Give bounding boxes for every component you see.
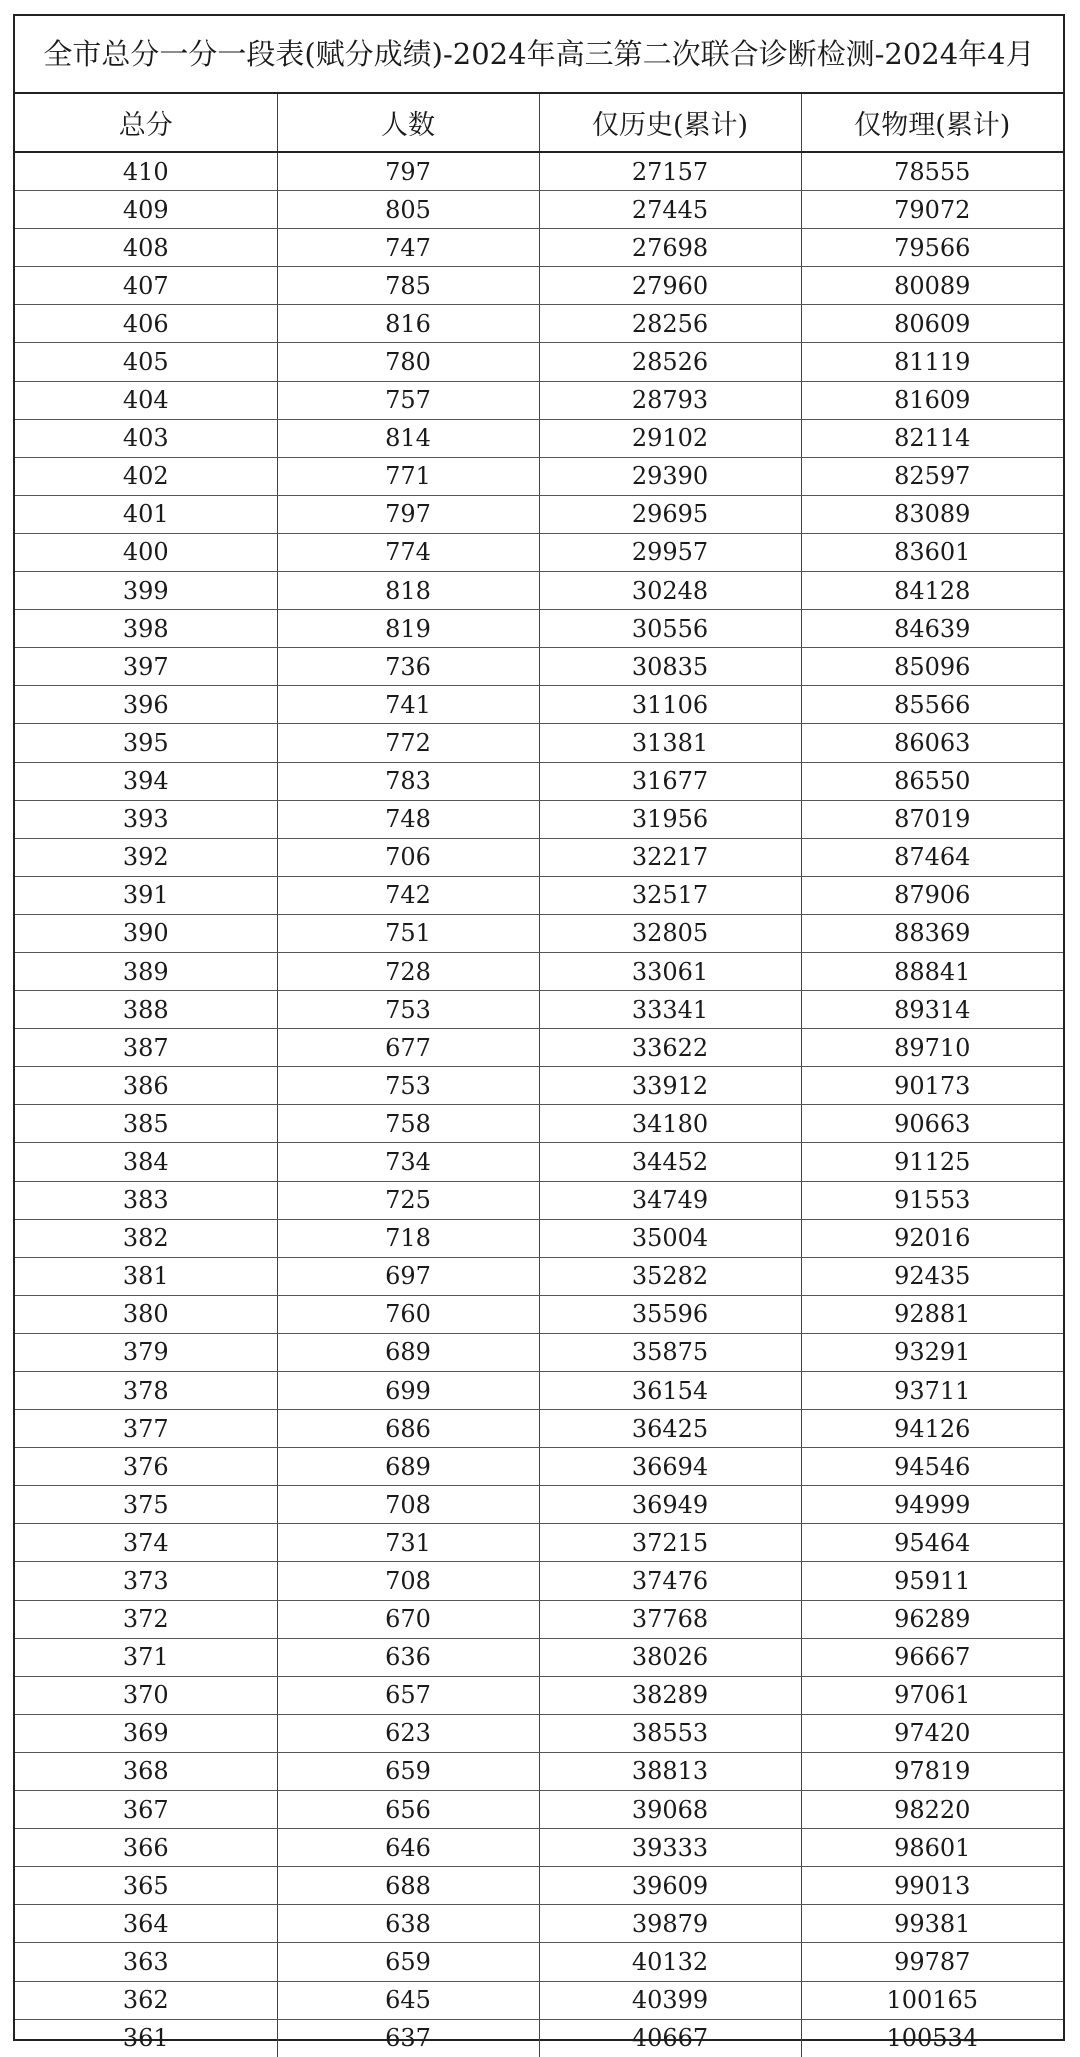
cell-count: 760 bbox=[277, 1295, 539, 1333]
cell-count: 728 bbox=[277, 952, 539, 990]
cell-history-cumulative: 37768 bbox=[539, 1600, 801, 1638]
cell-history-cumulative: 33061 bbox=[539, 952, 801, 990]
cell-total-score: 381 bbox=[15, 1257, 277, 1295]
cell-total-score: 391 bbox=[15, 876, 277, 914]
cell-physics-cumulative: 87464 bbox=[801, 838, 1063, 876]
cell-total-score: 407 bbox=[15, 267, 277, 305]
header-physics-cumulative: 仅物理(累计) bbox=[801, 94, 1063, 152]
cell-total-score: 361 bbox=[122, 2024, 169, 2053]
cell-physics-cumulative: 97420 bbox=[801, 1714, 1063, 1752]
table-row bbox=[15, 1867, 1063, 1905]
cell-total-score: 380 bbox=[15, 1295, 277, 1333]
cell-count: 785 bbox=[277, 267, 539, 305]
cell-physics-cumulative: 89314 bbox=[801, 991, 1063, 1029]
cell-total-score: 404 bbox=[15, 381, 277, 419]
header-total-score: 总分 bbox=[15, 94, 277, 152]
header-history-cumulative: 仅历史(累计) bbox=[539, 94, 801, 152]
cell-history-cumulative: 36694 bbox=[539, 1448, 801, 1486]
cell-history-cumulative: 31956 bbox=[539, 800, 801, 838]
cell-count: 636 bbox=[277, 1638, 539, 1676]
cell-count: 708 bbox=[277, 1486, 539, 1524]
cell-count: 734 bbox=[277, 1143, 539, 1181]
cell-history-cumulative: 31381 bbox=[539, 724, 801, 762]
cell-history-cumulative: 32517 bbox=[539, 876, 801, 914]
table-row bbox=[15, 1981, 1063, 2019]
table-row bbox=[15, 1829, 1063, 1867]
table-row bbox=[15, 457, 1063, 495]
table-row bbox=[15, 724, 1063, 762]
cell-count: 699 bbox=[277, 1372, 539, 1410]
cell-physics-cumulative: 99013 bbox=[801, 1867, 1063, 1905]
cell-count: 659 bbox=[277, 1752, 539, 1790]
cell-count: 818 bbox=[277, 572, 539, 610]
cell-physics-cumulative: 99381 bbox=[801, 1905, 1063, 1943]
cell-count: 805 bbox=[277, 191, 539, 229]
cell-physics-cumulative: 88369 bbox=[801, 914, 1063, 952]
cell-history-cumulative: 38026 bbox=[539, 1638, 801, 1676]
cell-count: 797 bbox=[277, 152, 539, 191]
cell-history-cumulative: 36425 bbox=[539, 1410, 801, 1448]
cell-history-cumulative: 35282 bbox=[539, 1257, 801, 1295]
cell-count: 645 bbox=[277, 1981, 539, 2019]
cell-total-score: 401 bbox=[15, 495, 277, 533]
cell-count: 757 bbox=[277, 381, 539, 419]
table-row bbox=[15, 495, 1063, 533]
cell-physics-cumulative: 80089 bbox=[801, 267, 1063, 305]
cell-total-score: 372 bbox=[15, 1600, 277, 1638]
cell-history-cumulative: 38553 bbox=[539, 1714, 801, 1752]
table-row bbox=[15, 1524, 1063, 1562]
table-row bbox=[15, 381, 1063, 419]
table-row bbox=[15, 1486, 1063, 1524]
cell-total-score: 390 bbox=[15, 914, 277, 952]
cell-total-score: 378 bbox=[15, 1372, 277, 1410]
cell-history-cumulative: 35875 bbox=[539, 1333, 801, 1371]
cell-physics-cumulative: 85096 bbox=[801, 648, 1063, 686]
table-row bbox=[15, 2019, 1063, 2057]
cell-physics-cumulative: 78555 bbox=[801, 152, 1063, 191]
cell-history-cumulative: 35596 bbox=[539, 1295, 801, 1333]
cell-count: 758 bbox=[277, 1105, 539, 1143]
cell-history-cumulative: 39068 bbox=[539, 1791, 801, 1829]
table-row bbox=[15, 1143, 1063, 1181]
cell-physics-cumulative: 83601 bbox=[801, 533, 1063, 571]
cell-physics-cumulative: 88841 bbox=[801, 952, 1063, 990]
cell-history-cumulative: 34452 bbox=[539, 1143, 801, 1181]
table-row bbox=[15, 914, 1063, 952]
cell-history-cumulative: 30248 bbox=[539, 572, 801, 610]
cell-total-score: 396 bbox=[15, 686, 277, 724]
cell-count: 748 bbox=[277, 800, 539, 838]
table-row bbox=[15, 1372, 1063, 1410]
cell-count: 697 bbox=[277, 1257, 539, 1295]
table-row bbox=[15, 1219, 1063, 1257]
table-row bbox=[15, 1333, 1063, 1371]
cell-total-score: 386 bbox=[15, 1067, 277, 1105]
cell-history-cumulative: 29695 bbox=[539, 495, 801, 533]
cell-total-score: 387 bbox=[15, 1029, 277, 1067]
table-row bbox=[15, 838, 1063, 876]
cell-physics-cumulative: 82597 bbox=[801, 457, 1063, 495]
cell-history-cumulative: 38289 bbox=[539, 1676, 801, 1714]
cell-history-cumulative: 32805 bbox=[539, 914, 801, 952]
table-row bbox=[15, 152, 1063, 191]
cell-count: 819 bbox=[277, 610, 539, 648]
table-row bbox=[15, 1905, 1063, 1943]
table-row bbox=[15, 876, 1063, 914]
table-row bbox=[15, 229, 1063, 267]
cell-total-score: 384 bbox=[15, 1143, 277, 1181]
cell-total-score: 370 bbox=[15, 1676, 277, 1714]
cell-physics-cumulative: 99787 bbox=[801, 1943, 1063, 1981]
cell-history-cumulative: 33912 bbox=[539, 1067, 801, 1105]
cell-physics-cumulative: 81119 bbox=[801, 343, 1063, 381]
cell-total-score: 364 bbox=[15, 1905, 277, 1943]
cell-count: 670 bbox=[277, 1600, 539, 1638]
table-row bbox=[15, 267, 1063, 305]
table-row bbox=[15, 305, 1063, 343]
cell-history-cumulative: 30835 bbox=[539, 648, 801, 686]
cell-count: 656 bbox=[277, 1791, 539, 1829]
cell-total-score: 377 bbox=[15, 1410, 277, 1448]
cell-total-score: 408 bbox=[15, 229, 277, 267]
score-table bbox=[15, 94, 1063, 2057]
cell-history-cumulative: 36949 bbox=[539, 1486, 801, 1524]
cell-physics-cumulative: 79566 bbox=[801, 229, 1063, 267]
cell-total-score: 382 bbox=[15, 1219, 277, 1257]
cell-physics-cumulative: 83089 bbox=[801, 495, 1063, 533]
cell-physics-cumulative: 94999 bbox=[801, 1486, 1063, 1524]
cell-physics-cumulative: 91125 bbox=[801, 1143, 1063, 1181]
cell-count: 816 bbox=[277, 305, 539, 343]
cell-history-cumulative: 34749 bbox=[539, 1181, 801, 1219]
cell-history-cumulative: 27157 bbox=[539, 152, 801, 191]
cell-history-cumulative: 31106 bbox=[539, 686, 801, 724]
cell-total-score: 376 bbox=[15, 1448, 277, 1486]
cell-total-score: 402 bbox=[15, 457, 277, 495]
cell-count: 708 bbox=[277, 1562, 539, 1600]
table-row bbox=[15, 686, 1063, 724]
table-row bbox=[15, 1752, 1063, 1790]
cell-total-score: 368 bbox=[15, 1752, 277, 1790]
table-row bbox=[15, 648, 1063, 686]
table-row bbox=[15, 952, 1063, 990]
header-count: 人数 bbox=[277, 94, 539, 152]
cell-count: 638 bbox=[277, 1905, 539, 1943]
cell-history-cumulative: 40667 bbox=[539, 2019, 801, 2057]
cell-physics-cumulative: 84639 bbox=[801, 610, 1063, 648]
cell-history-cumulative: 30556 bbox=[539, 610, 801, 648]
cell-physics-cumulative: 92881 bbox=[801, 1295, 1063, 1333]
cell-count: 646 bbox=[277, 1829, 539, 1867]
cell-total-score: 371 bbox=[15, 1638, 277, 1676]
cell-history-cumulative: 40132 bbox=[539, 1943, 801, 1981]
cell-total-score: 395 bbox=[15, 724, 277, 762]
table-row bbox=[15, 533, 1063, 571]
cell-physics-cumulative: 91553 bbox=[801, 1181, 1063, 1219]
cell-total-score: 388 bbox=[15, 991, 277, 1029]
cell-history-cumulative: 29102 bbox=[539, 419, 801, 457]
cell-history-cumulative: 37215 bbox=[539, 1524, 801, 1562]
cell-count: 686 bbox=[277, 1410, 539, 1448]
cell-history-cumulative: 37476 bbox=[539, 1562, 801, 1600]
cell-history-cumulative: 29957 bbox=[539, 533, 801, 571]
header-row bbox=[15, 94, 1063, 152]
cell-total-score: 389 bbox=[15, 952, 277, 990]
cell-history-cumulative: 36154 bbox=[539, 1372, 801, 1410]
cell-physics-cumulative: 100165 bbox=[801, 1981, 1063, 2019]
table-row bbox=[15, 1257, 1063, 1295]
cell-history-cumulative: 29390 bbox=[539, 457, 801, 495]
cell-history-cumulative: 39333 bbox=[539, 1829, 801, 1867]
cell-count: 657 bbox=[277, 1676, 539, 1714]
cell-count: 659 bbox=[277, 1943, 539, 1981]
cell-total-score: 392 bbox=[15, 838, 277, 876]
cell-history-cumulative: 27698 bbox=[539, 229, 801, 267]
cell-count: 797 bbox=[277, 495, 539, 533]
table-row bbox=[15, 191, 1063, 229]
cell-count: 771 bbox=[277, 457, 539, 495]
table-row bbox=[15, 1676, 1063, 1714]
table-row bbox=[15, 1105, 1063, 1143]
cell-count: 725 bbox=[277, 1181, 539, 1219]
table-row bbox=[15, 1410, 1063, 1448]
cell-total-score: 366 bbox=[15, 1829, 277, 1867]
cell-count: 814 bbox=[277, 419, 539, 457]
cell-total-score: 399 bbox=[15, 572, 277, 610]
cell-history-cumulative: 34180 bbox=[539, 1105, 801, 1143]
cell-total-score: 367 bbox=[15, 1791, 277, 1829]
cell-total-score: 410 bbox=[15, 152, 277, 191]
cell-physics-cumulative: 96289 bbox=[801, 1600, 1063, 1638]
cell-history-cumulative: 33622 bbox=[539, 1029, 801, 1067]
cell-history-cumulative: 32217 bbox=[539, 838, 801, 876]
cell-history-cumulative: 40399 bbox=[539, 1981, 801, 2019]
cell-physics-cumulative: 86063 bbox=[801, 724, 1063, 762]
cell-physics-cumulative: 93711 bbox=[801, 1372, 1063, 1410]
cell-count: 753 bbox=[277, 991, 539, 1029]
table-row bbox=[15, 800, 1063, 838]
cell-total-score: 385 bbox=[15, 1105, 277, 1143]
cell-count: 718 bbox=[277, 1219, 539, 1257]
table-row bbox=[15, 762, 1063, 800]
cell-physics-cumulative: 96667 bbox=[801, 1638, 1063, 1676]
table-title: 全市总分一分一段表(赋分成绩)-2024年高三第二次联合诊断检测-2024年4月 bbox=[15, 16, 1063, 94]
cell-count: 741 bbox=[277, 686, 539, 724]
cell-history-cumulative: 39879 bbox=[539, 1905, 801, 1943]
cell-physics-cumulative: 98601 bbox=[801, 1829, 1063, 1867]
cell-physics-cumulative: 100534 bbox=[801, 2019, 1063, 2057]
cell-count: 774 bbox=[277, 533, 539, 571]
cell-count: 736 bbox=[277, 648, 539, 686]
cell-history-cumulative: 28256 bbox=[539, 305, 801, 343]
table-row bbox=[15, 572, 1063, 610]
cell-total-score: 409 bbox=[15, 191, 277, 229]
cell-history-cumulative: 31677 bbox=[539, 762, 801, 800]
cell-physics-cumulative: 82114 bbox=[801, 419, 1063, 457]
table-row bbox=[15, 1067, 1063, 1105]
cell-count: 772 bbox=[277, 724, 539, 762]
cell-physics-cumulative: 81609 bbox=[801, 381, 1063, 419]
table-row bbox=[15, 1295, 1063, 1333]
cell-history-cumulative: 27445 bbox=[539, 191, 801, 229]
cell-physics-cumulative: 98220 bbox=[801, 1791, 1063, 1829]
cell-count: 742 bbox=[277, 876, 539, 914]
cell-history-cumulative: 28526 bbox=[539, 343, 801, 381]
cell-total-score: 397 bbox=[15, 648, 277, 686]
cell-total-score: 375 bbox=[15, 1486, 277, 1524]
cell-total-score: 365 bbox=[15, 1867, 277, 1905]
cell-physics-cumulative: 89710 bbox=[801, 1029, 1063, 1067]
cell-history-cumulative: 39609 bbox=[539, 1867, 801, 1905]
cell-count: 780 bbox=[277, 343, 539, 381]
cell-count: 677 bbox=[277, 1029, 539, 1067]
cell-count: 747 bbox=[277, 229, 539, 267]
cell-physics-cumulative: 84128 bbox=[801, 572, 1063, 610]
table-row bbox=[15, 1029, 1063, 1067]
cell-total-score: 394 bbox=[15, 762, 277, 800]
cell-physics-cumulative: 97061 bbox=[801, 1676, 1063, 1714]
cell-physics-cumulative: 94546 bbox=[801, 1448, 1063, 1486]
table-row bbox=[15, 419, 1063, 457]
cell-physics-cumulative: 86550 bbox=[801, 762, 1063, 800]
cell-count: 753 bbox=[277, 1067, 539, 1105]
cell-history-cumulative: 28793 bbox=[539, 381, 801, 419]
cell-total-score: 398 bbox=[15, 610, 277, 648]
table-row bbox=[15, 343, 1063, 381]
table-row bbox=[15, 1448, 1063, 1486]
cell-physics-cumulative: 90173 bbox=[801, 1067, 1063, 1105]
cell-history-cumulative: 35004 bbox=[539, 1219, 801, 1257]
cell-total-score: 362 bbox=[15, 1981, 277, 2019]
table-row bbox=[15, 1714, 1063, 1752]
table-row bbox=[15, 1562, 1063, 1600]
cell-history-cumulative: 38813 bbox=[539, 1752, 801, 1790]
cell-count: 706 bbox=[277, 838, 539, 876]
cell-history-cumulative: 33341 bbox=[539, 991, 801, 1029]
cell-total-score: 374 bbox=[15, 1524, 277, 1562]
table-body bbox=[15, 152, 1063, 2057]
cell-count: 689 bbox=[277, 1448, 539, 1486]
table-row bbox=[15, 1600, 1063, 1638]
cell-total-score: 373 bbox=[15, 1562, 277, 1600]
table-row bbox=[15, 1943, 1063, 1981]
cell-physics-cumulative: 95911 bbox=[801, 1562, 1063, 1600]
table-row bbox=[15, 1638, 1063, 1676]
cell-physics-cumulative: 87019 bbox=[801, 800, 1063, 838]
cell-physics-cumulative: 94126 bbox=[801, 1410, 1063, 1448]
cell-count: 731 bbox=[277, 1524, 539, 1562]
cell-total-score: 369 bbox=[15, 1714, 277, 1752]
cell-physics-cumulative: 87906 bbox=[801, 876, 1063, 914]
cell-count: 689 bbox=[277, 1333, 539, 1371]
cell-physics-cumulative: 92435 bbox=[801, 1257, 1063, 1295]
cell-total-score: 400 bbox=[15, 533, 277, 571]
table-row bbox=[15, 991, 1063, 1029]
cell-physics-cumulative: 79072 bbox=[801, 191, 1063, 229]
cell-physics-cumulative: 90663 bbox=[801, 1105, 1063, 1143]
cell-total-score: 406 bbox=[15, 305, 277, 343]
cell-history-cumulative: 27960 bbox=[539, 267, 801, 305]
cell-total-score: 379 bbox=[15, 1333, 277, 1371]
score-distribution-sheet bbox=[13, 14, 1065, 2053]
cell-total-score: 383 bbox=[15, 1181, 277, 1219]
cell-count: 623 bbox=[277, 1714, 539, 1752]
cell-total-score: 363 bbox=[15, 1943, 277, 1981]
table-row bbox=[15, 1791, 1063, 1829]
cell-physics-cumulative: 85566 bbox=[801, 686, 1063, 724]
cell-physics-cumulative: 80609 bbox=[801, 305, 1063, 343]
cell-count: 783 bbox=[277, 762, 539, 800]
table-row bbox=[15, 610, 1063, 648]
cell-count: 637 bbox=[277, 2019, 539, 2057]
cell-count: 751 bbox=[277, 914, 539, 952]
cell-physics-cumulative: 93291 bbox=[801, 1333, 1063, 1371]
cell-total-score: 393 bbox=[15, 800, 277, 838]
cell-physics-cumulative: 97819 bbox=[801, 1752, 1063, 1790]
cell-total-score: 405 bbox=[15, 343, 277, 381]
cell-count: 688 bbox=[277, 1867, 539, 1905]
cell-physics-cumulative: 92016 bbox=[801, 1219, 1063, 1257]
cell-total-score: 403 bbox=[15, 419, 277, 457]
cell-physics-cumulative: 95464 bbox=[801, 1524, 1063, 1562]
table-row bbox=[15, 1181, 1063, 1219]
